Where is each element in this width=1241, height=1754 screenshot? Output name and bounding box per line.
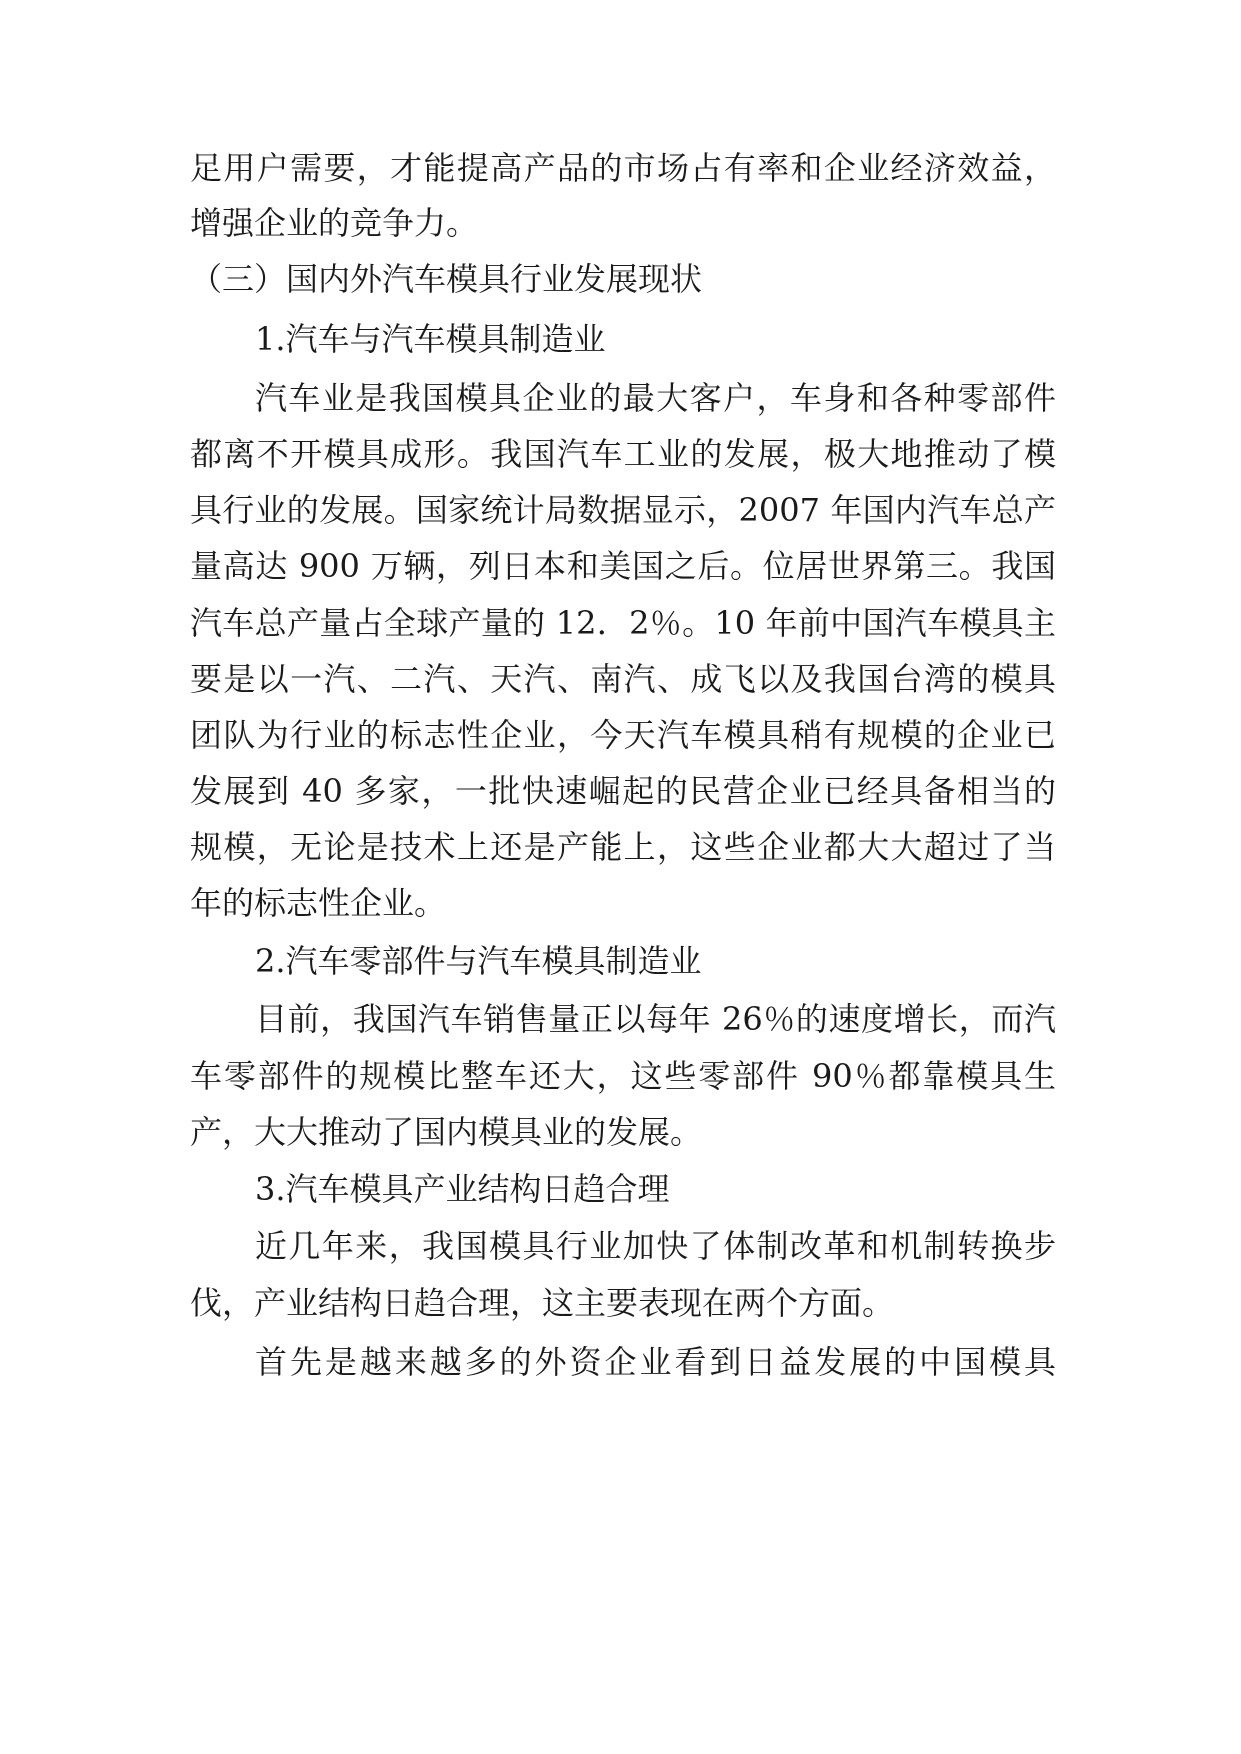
body-text-line: 团队为行业的标志性企业，今天汽车模具稍有规模的企业已 <box>190 716 1056 754</box>
body-text-line: 足用户需要，才能提高产品的市场占有率和企业经济效益， <box>190 149 1056 187</box>
subsection-heading: 2.汽车零部件与汽车模具制造业 <box>255 942 702 980</box>
body-text-line: 伐，产业结构日趋合理，这主要表现在两个方面。 <box>190 1284 895 1322</box>
subsection-heading: 1.汽车与汽车模具制造业 <box>255 320 606 358</box>
body-text-line: 具行业的发展。国家统计局数据显示，2007 年国内汽车总产 <box>190 491 1056 529</box>
body-text-line: 车零部件的规模比整车还大，这些零部件 90％都靠模具生 <box>190 1057 1056 1095</box>
subsection-heading: 3.汽车模具产业结构日趋合理 <box>255 1170 670 1208</box>
body-text-line: 年的标志性企业。 <box>190 884 447 922</box>
body-text-line: 汽车总产量占全球产量的 12．2％。10 年前中国汽车模具主 <box>190 604 1056 642</box>
body-text-line: 要是以一汽、二汽、天汽、南汽、成飞以及我国台湾的模具 <box>190 660 1056 698</box>
body-text-line: 产，大大推动了国内模具业的发展。 <box>190 1113 703 1151</box>
body-text-line: 增强企业的竞争力。 <box>190 204 479 242</box>
body-text-line: 规模，无论是技术上还是产能上，这些企业都大大超过了当 <box>190 828 1056 866</box>
body-text-line: 都离不开模具成形。我国汽车工业的发展，极大地推动了模 <box>190 435 1056 473</box>
body-text-line: 首先是越来越多的外资企业看到日益发展的中国模具 <box>255 1343 1056 1381</box>
section-heading: （三）国内外汽车模具行业发展现状 <box>190 260 703 298</box>
body-text-line: 近几年来，我国模具行业加快了体制改革和机制转换步 <box>255 1227 1056 1265</box>
body-text-line: 量高达 900 万辆，列日本和美国之后。位居世界第三。我国 <box>190 547 1056 585</box>
body-text-line: 汽车业是我国模具企业的最大客户，车身和各种零部件 <box>255 379 1056 417</box>
body-text-line: 发展到 40 多家，一批快速崛起的民营企业已经具备相当的 <box>190 772 1056 810</box>
body-text-line: 目前，我国汽车销售量正以每年 26％的速度增长，而汽 <box>255 1000 1056 1038</box>
